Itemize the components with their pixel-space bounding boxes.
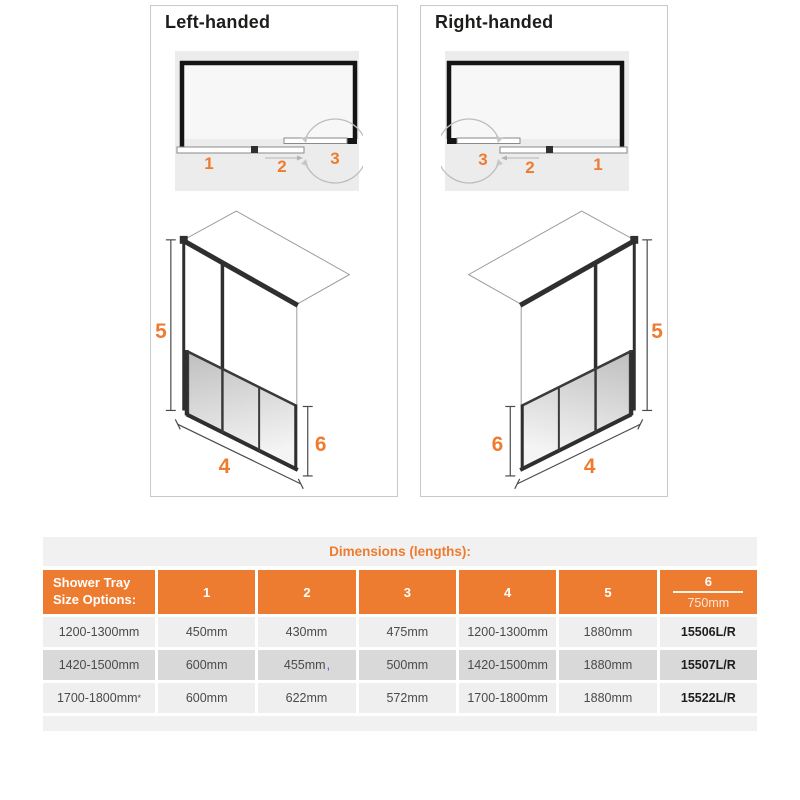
iso-label-5: 5 (155, 320, 167, 344)
iso-diagram-left (151, 194, 397, 494)
screen-panels-1-2 (177, 147, 304, 153)
header-shower-tray: Shower Tray Size Options: (43, 570, 155, 614)
plan-label-1: 1 (593, 155, 603, 174)
row-c1: 600mm (158, 683, 255, 713)
plan-label-3: 3 (478, 150, 488, 169)
row-c2: 430mm (258, 617, 355, 647)
top-rail (184, 241, 298, 305)
iso-label-5: 5 (651, 320, 663, 344)
header-col-5: 5 (559, 570, 656, 614)
panel-title-left: Left-handed (165, 12, 271, 32)
row-c2: 455mm , (258, 650, 355, 680)
row-c1: 450mm (158, 617, 255, 647)
row-c2: 622mm (258, 683, 355, 713)
door-panel-3 (284, 138, 347, 144)
row-size: 1700-1800mm * (43, 683, 155, 713)
row-size: 1200-1300mm (43, 617, 155, 647)
iso-geometry-left (180, 211, 350, 470)
glass-panels (189, 353, 295, 467)
plan-diagram-left (171, 51, 363, 191)
plan-label-2: 2 (525, 158, 535, 177)
row-c3: 475mm (359, 617, 456, 647)
rail-bracket (180, 236, 188, 244)
iso-diagram-right (421, 194, 667, 494)
iso-label-6: 6 (314, 433, 327, 457)
right-handed-panel (420, 5, 668, 497)
header-col-3: 3 (359, 570, 456, 614)
row-product-code: 15507L/R (660, 650, 757, 680)
row-c5: 1880mm (559, 617, 656, 647)
iso-label-6: 6 (491, 433, 504, 457)
header-col-6 (660, 570, 757, 614)
row-size: 1420-1500mm (43, 650, 155, 680)
iso-label-4: 4 (218, 454, 231, 478)
row-c4: 1200-1300mm (459, 617, 556, 647)
table-grid (43, 570, 757, 713)
row-c4: 1420-1500mm (459, 650, 556, 680)
header-col-4: 4 (459, 570, 556, 614)
header-col-1: 1 (158, 570, 255, 614)
header-col-2: 2 (258, 570, 355, 614)
row-c1: 600mm (158, 650, 255, 680)
table-foot-band (43, 716, 757, 731)
row-c5: 1880mm (559, 683, 656, 713)
plan-label-3: 3 (330, 149, 340, 168)
row-c5: 1880mm (559, 650, 656, 680)
row-c3: 500mm (359, 650, 456, 680)
plan-diagram-right (441, 51, 633, 191)
iso-label-4: 4 (583, 454, 596, 478)
plan-label-2: 2 (277, 157, 287, 176)
row-c4: 1700-1800mm (459, 683, 556, 713)
plan-label-1: 1 (204, 154, 214, 173)
header-col-6-divider (673, 591, 743, 593)
dimensions-table (43, 537, 757, 731)
row-product-code: 15506L/R (660, 617, 757, 647)
header-col-6-number: 6 (704, 574, 712, 590)
row-c3: 572mm (359, 683, 456, 713)
left-handed-panel (150, 5, 398, 497)
panel-connector (251, 146, 258, 153)
panel-title-right: Right-handed (435, 12, 554, 32)
table-caption: Dimensions (lengths): (43, 537, 757, 566)
header-col-6-value: 750mm (687, 595, 730, 610)
row-product-code: 15522L/R (660, 683, 757, 713)
